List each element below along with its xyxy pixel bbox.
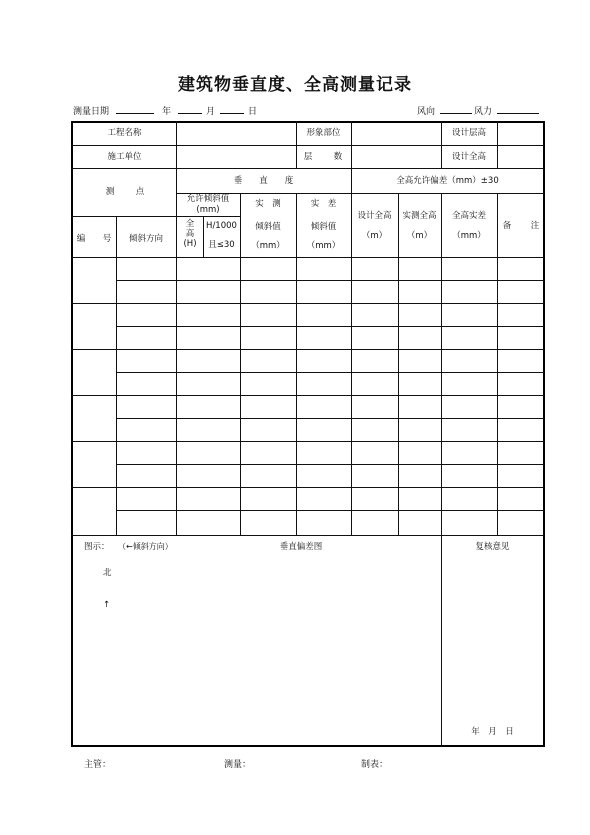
survey-label: 测量： [224, 760, 252, 770]
remark-label-1: 备 [502, 221, 512, 231]
diagram-label: 图示： [84, 542, 110, 552]
date-month-field[interactable] [178, 105, 202, 114]
design-floors-label: 设计层高 [451, 128, 486, 138]
north-arrow-icon: ↑ [103, 600, 111, 610]
remark-label-2: 注 [530, 221, 540, 231]
constructor-field[interactable] [178, 147, 295, 167]
wind-dir-field[interactable] [440, 105, 472, 114]
full-height-label-1: 全 [185, 219, 195, 229]
measured-height-unit: （m） [406, 231, 433, 241]
measured-tilt-unit: （mm） [251, 241, 285, 251]
image-part-label: 形象部位 [306, 128, 341, 138]
point-label-2: 点 [135, 187, 145, 197]
page-title: 建筑物垂直度、全高测量记录 [178, 75, 412, 95]
day-label: 日 [248, 107, 258, 117]
constructor-label: 施工单位 [107, 152, 142, 162]
floors-label-2: 数 [333, 152, 343, 162]
no-label-1: 编 [76, 234, 86, 244]
design-height-field[interactable] [499, 147, 542, 167]
wind-force-label: 风力 [474, 107, 493, 117]
no-label-2: 号 [102, 234, 112, 244]
full-height-label-3: (H) [183, 239, 197, 249]
allow-tilt-label: 允许倾斜值 [186, 194, 230, 204]
floors-field[interactable] [353, 147, 440, 167]
review-opinion-field[interactable] [443, 555, 542, 720]
image-part-field[interactable] [353, 124, 440, 144]
review-date-label: 年 月 日 [471, 727, 514, 737]
actual-diff-unit: （mm） [452, 231, 486, 241]
month-label: 月 [206, 107, 216, 117]
design-height-unit: （m） [361, 231, 388, 241]
design-floors-field[interactable] [499, 124, 542, 144]
diff-tilt-label-2: 倾斜值 [310, 222, 337, 232]
date-label: 测量日期 [73, 107, 110, 117]
wind-dir-label: 风向 [417, 107, 436, 117]
full-height-label-2: 高 [185, 229, 195, 239]
tilt-direction-note: （←倾斜方向） [118, 542, 173, 551]
actual-diff-col: 全高实差 [451, 211, 486, 221]
floors-label-1: 层 [303, 152, 313, 162]
diff-tilt-unit: （mm） [306, 241, 341, 251]
north-label: 北 [103, 568, 112, 578]
deviation-chart-title: 垂直偏差图 [279, 542, 323, 552]
point-label-1: 测 [105, 187, 115, 197]
measured-height-col: 实测全高 [402, 211, 437, 221]
review-opinion-label: 复核意见 [475, 542, 510, 552]
h1000-label: H/1000 [206, 221, 237, 231]
tilt-direction-label: 倾斜方向 [128, 234, 163, 244]
tolerance-header: 全高允许偏差（mm）±30 [396, 176, 499, 186]
allow-tilt-unit: (mm) [196, 205, 220, 215]
project-name-label: 工程名称 [107, 128, 142, 138]
design-height-label: 设计全高 [451, 152, 486, 162]
wind-force-field[interactable] [497, 105, 539, 114]
date-year-field[interactable] [116, 105, 154, 114]
deviation-chart-area[interactable] [74, 555, 440, 744]
maker-label: 制表： [361, 760, 389, 770]
verticality-header: 垂 直 度 [233, 176, 294, 186]
measured-tilt-label-2: 倾斜值 [255, 222, 281, 232]
year-label: 年 [162, 107, 172, 117]
design-height-col: 设计全高 [357, 211, 392, 221]
date-day-field[interactable] [220, 105, 244, 114]
project-name-field[interactable] [178, 124, 295, 144]
supervisor-label: 主管： [84, 760, 112, 770]
measured-tilt-label-1: 实 测 [255, 199, 281, 209]
diff-tilt-label-1: 实 差 [310, 199, 337, 209]
le30-label: 且≤30 [208, 240, 235, 250]
